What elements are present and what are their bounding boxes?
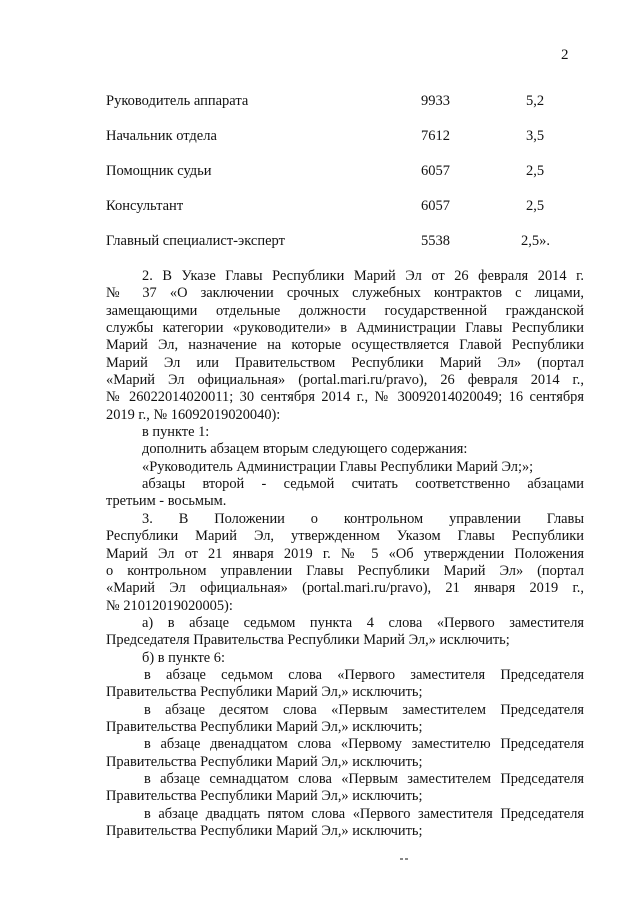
paragraph-line: Председателя Правительства Республики Марий Эл,» исключить; <box>106 632 510 649</box>
document-body <box>106 268 584 840</box>
position-name: Главный специалист-эксперт <box>106 233 285 249</box>
paragraph-line: в абзаце десятом слова «Первым заместителем Председателя <box>144 701 584 718</box>
salary-value: 6057 <box>421 163 450 179</box>
paragraph-line: Марий Эл, назначение на которые осуществляется Главой Республики <box>106 337 584 354</box>
paragraph-line: в абзаце двенадцатом слова «Первому заместителю Председателя <box>144 736 584 753</box>
paragraph-line: дополнить абзацем вторым следующего содержания: <box>142 441 468 458</box>
paragraph-line: Правительства Республики Марий Эл,» исключить; <box>106 823 423 839</box>
paragraph-line: «Руководитель Администрации Главы Республики Марий Эл;»; <box>142 458 534 475</box>
paragraph-line: в пункте 1: <box>142 424 210 441</box>
paragraph-line: в абзаце седьмом слова «Первого заместителя Председателя <box>144 666 584 683</box>
paragraph-line: Правительства Республики Марий Эл,» исключить; <box>106 718 423 735</box>
paragraph-line: службы категории «руководители» в Администрации Главы Республики <box>106 320 584 337</box>
table-row <box>0 163 639 183</box>
paragraph-line: Правительства Республики Марий Эл,» исключить; <box>106 753 423 770</box>
salary-value: 9933 <box>421 93 450 109</box>
position-name: Начальник отдела <box>106 128 217 144</box>
paragraph-line: Марий Эл или Правительством Республики Марий Эл» (портал <box>106 354 584 371</box>
table-row <box>0 128 639 148</box>
paragraph-line: 2. В Указе Главы Республики Марий Эл от 26 февраля 2014 г. <box>142 268 584 284</box>
position-name: Руководитель аппарата <box>106 93 249 109</box>
paragraph-line: 3. В Положении о контрольном управлении Главы <box>142 510 584 527</box>
scan-speck <box>400 858 403 860</box>
page-number: 2 <box>561 47 569 63</box>
coefficient-value: 2,5 <box>526 163 545 179</box>
position-name: Помощник судьи <box>106 163 212 179</box>
salary-value: 6057 <box>421 198 450 214</box>
coefficient-value: 2,5». <box>521 233 550 249</box>
paragraph-line: Республики Марий Эл, утвержденном Указом Главы Республики <box>106 528 584 545</box>
scan-speck <box>405 858 408 860</box>
coefficient-value: 3,5 <box>526 128 545 144</box>
paragraph-line: третьим - восьмым. <box>106 493 227 510</box>
paragraph-line: а) в абзаце седьмом пункта 4 слова «Первого заместителя <box>142 614 584 631</box>
paragraph-line: Марий Эл от 21 января 2019 г. № 5 «Об утверждении Положения <box>106 545 584 562</box>
paragraph-line: б) в пункте 6: <box>142 649 225 666</box>
paragraph-line: 2019 г., № 16092019020040): <box>106 406 281 423</box>
paragraph-line: о контрольном управлении Главы Республики Марий Эл» (портал <box>106 562 584 579</box>
paragraph-line: замещающими отдельные должности государственной гражданской <box>106 302 584 319</box>
coefficient-value: 2,5 <box>526 198 545 214</box>
paragraph-line: № 26022014020011; 30 сентября 2014 г., № 30092014020049; 16 сентября <box>106 389 584 406</box>
salary-value: 7612 <box>421 128 450 144</box>
paragraph-line: «Марий Эл официальная» (portal.mari.ru/pravo), 26 февраля 2014 г., <box>106 372 584 389</box>
salary-value: 5538 <box>421 233 450 249</box>
paragraph-line: Правительства Республики Марий Эл,» исключить; <box>106 684 423 701</box>
paragraph-line: Правительства Республики Марий Эл,» исключить; <box>106 788 423 805</box>
paragraph-line: абзацы второй - седьмой считать соответственно абзацами <box>142 476 584 493</box>
table-row <box>0 233 639 253</box>
coefficient-value: 5,2 <box>526 93 545 109</box>
paragraph-line: в абзаце семнадцатом слова «Первым заместителем Председателя <box>144 770 584 787</box>
table-row <box>0 93 639 113</box>
paragraph-line: «Марий Эл официальная» (portal.mari.ru/pravo), 21 января 2019 г., <box>106 580 584 597</box>
paragraph-line: в абзаце двадцать пятом слова «Первого заместителя Председателя <box>144 805 584 822</box>
table-row <box>0 198 639 218</box>
paragraph-line: № 21012019020005): <box>106 597 233 614</box>
paragraph-line: № 37 «О заключении срочных служебных контрактов с лицами, <box>106 285 584 302</box>
position-name: Консультант <box>106 198 184 214</box>
